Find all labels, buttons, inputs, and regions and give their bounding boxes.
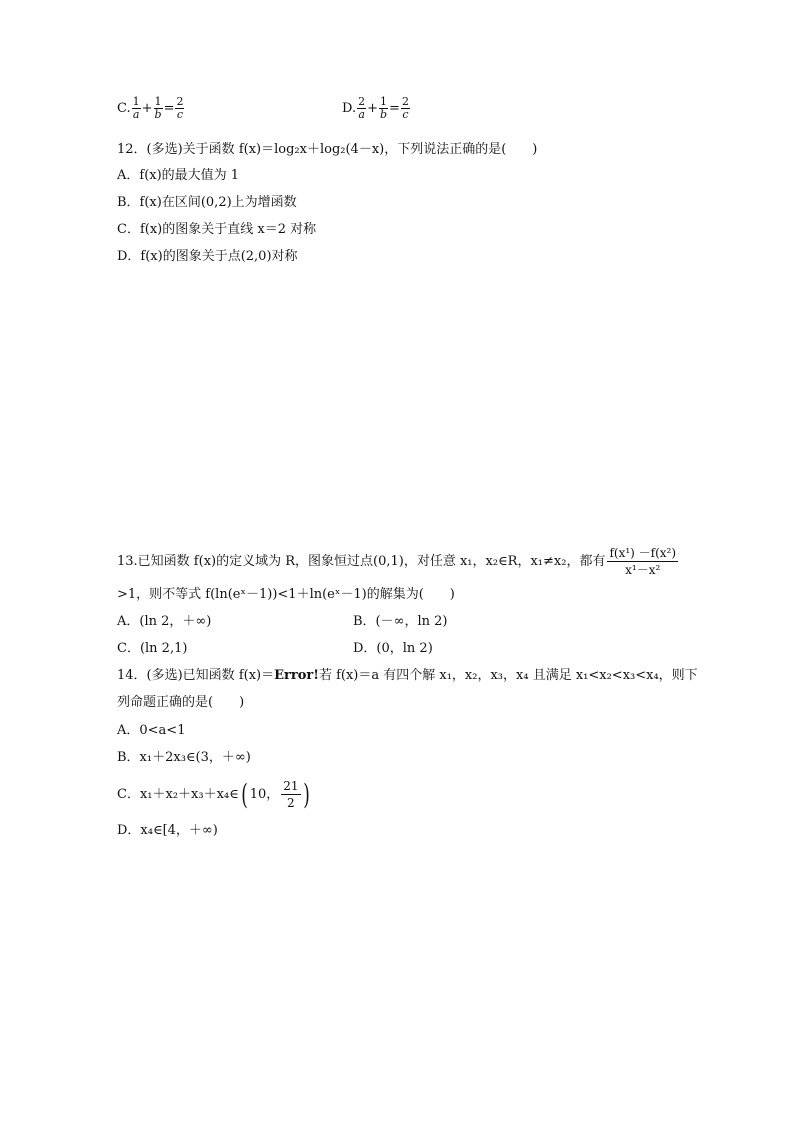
q11-option-c: C. $\frac{1}{a}$ + $\frac{1}{b}$ = $\frac{2}{c}$ [117, 95, 184, 121]
q13-option-d: D．(0，ln 2) [353, 641, 433, 656]
q14-stem [117, 667, 698, 685]
q13-option-a: A．(ln 2，＋∞) [117, 614, 212, 629]
q11-option-d-label: D. [342, 101, 357, 116]
q14-stem-pre: 14．(多选)已知函数 f(x)＝ [117, 668, 275, 683]
q14-stem-post: 若 f(x)＝a 有四个解 x₁，x₂，x₃，x₄ 且满足 x₁<x₂<x₃<x₄，则下 [318, 668, 698, 683]
q12-option-c: C．f(x)的图象关于直线 x＝2 对称 [117, 222, 317, 237]
q12-option-b: B．f(x)在区间(0,2)上为增函数 [117, 195, 297, 210]
q11-option-c-label: C. [117, 101, 131, 116]
q11-d-frac2: $\frac{1}{b}$ [380, 95, 388, 121]
q13-stem [117, 545, 678, 578]
q13-fraction: $\frac{\text{f(x¹) －f(x²)}}{\text{x¹－x²}}$ [609, 546, 677, 577]
q14-stem-continued: 列命题正确的是( ) [117, 695, 245, 710]
q11-c-frac2: $\frac{1}{b}$ [154, 95, 162, 121]
q11-c-frac1: $\frac{1}{a}$ [132, 95, 140, 121]
q11-c-frac3: $\frac{2}{c}$ [176, 95, 184, 121]
q13-stem-continued: >1，则不等式 f(ln(eˣ－1))<1＋ln(eˣ－1)的解集为( ) [117, 587, 455, 602]
q14-option-c-pre: C．x₁＋x₂＋x₃＋x₄∈ [117, 787, 239, 802]
q14-option-b: B．x₁＋2x₃∈(3，＋∞) [117, 750, 251, 765]
right-paren-icon: ) [302, 777, 310, 811]
q14-option-d: D．x₄∈[4，＋∞) [117, 823, 218, 838]
q12-stem: 12．(多选)关于函数 f(x)＝log₂x＋log₂(4－x)，下列说法正确的是( ) [117, 142, 538, 157]
q14-error-text: Error! [274, 668, 319, 683]
q14-option-c [117, 778, 311, 811]
q14-option-c-fraction: $\frac{21}{2}$ [283, 779, 299, 810]
q11-d-frac1: $\frac{2}{a}$ [358, 95, 366, 121]
left-paren-icon: ( [240, 777, 248, 811]
q12-option-d: D．f(x)的图象关于点(2,0)对称 [117, 249, 298, 264]
q13-option-c: C．(ln 2,1) [117, 641, 188, 656]
q11-option-d: D. $\frac{2}{a}$ + $\frac{1}{b}$ = $\frac{2}{c}$ [342, 95, 409, 121]
q13-option-b: B．(－∞，ln 2) [353, 614, 448, 629]
q11-d-frac3: $\frac{2}{c}$ [401, 95, 409, 121]
q14-option-c-interval-left: 10， [249, 787, 280, 802]
q12-option-a: A．f(x)的最大值为 1 [117, 168, 240, 183]
q14-option-a: A．0<a<1 [117, 723, 186, 738]
q13-stem-text: 13.已知函数 f(x)的定义域为 R，图象恒过点(0,1)，对任意 x₁，x₂∈R，x₁≠x₂，都有 [117, 554, 606, 569]
